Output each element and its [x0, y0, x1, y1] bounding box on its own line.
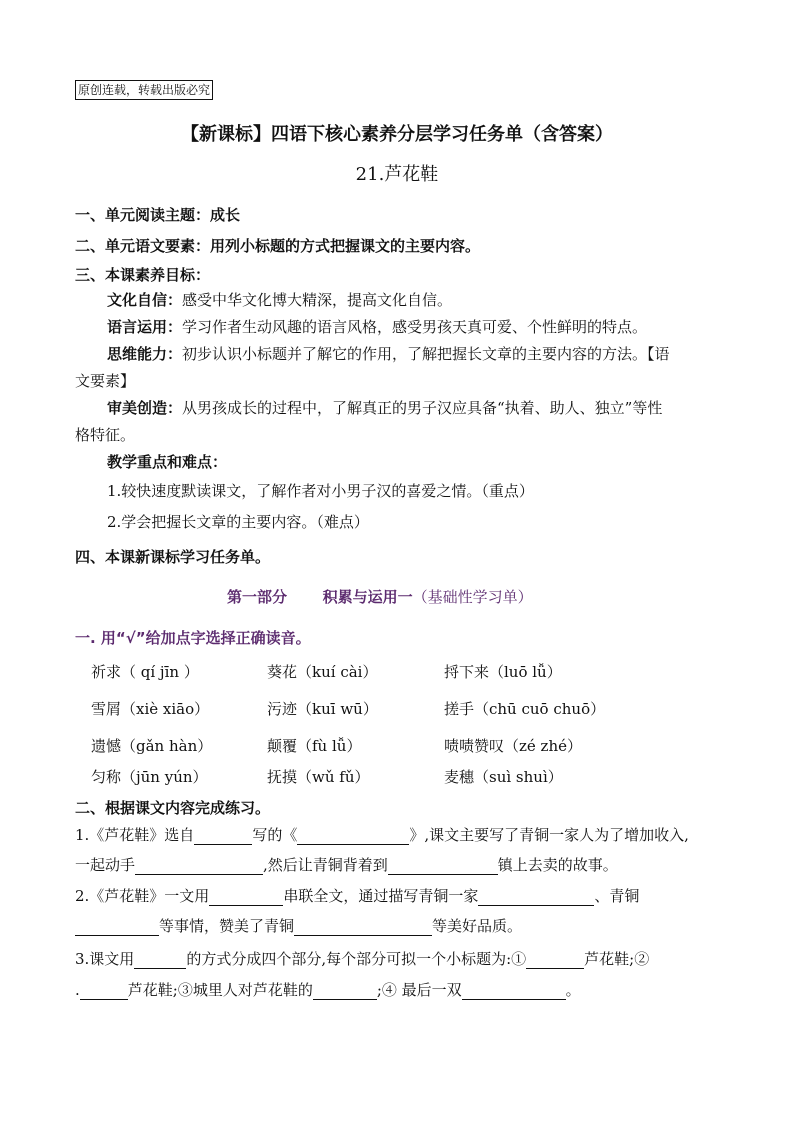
q2-text: 3.课文用	[75, 950, 135, 968]
goal-thinking-text: 初步认识小标题并了解它的作用，了解把握长文章的主要内容的方法。【语	[182, 345, 670, 363]
q2-line-6	[75, 980, 581, 1000]
q1-item: 污迹（kuī wū）	[267, 700, 378, 718]
q2-line-2	[75, 855, 618, 875]
q2-text: 写的《	[252, 826, 298, 844]
q1-item: 啧啧赞叹（zé zhé）	[444, 737, 582, 755]
q2-text: 串联全文，通过描写青铜一家	[283, 887, 479, 905]
q2-text: 1.《芦花鞋》选自	[75, 826, 195, 844]
focus-item-1: 1.较快速度默读课文，了解作者对小男子汉的喜爱之情。（重点）	[107, 482, 534, 500]
q1-item: 捋下来（luō lǚ）	[444, 663, 562, 681]
q2-line-5	[75, 949, 649, 969]
q2-line-1	[75, 825, 689, 845]
q2-text: ,然后让青铜背着到	[263, 856, 388, 874]
q1-item: 雪屑（xiè xiāo）	[91, 700, 210, 718]
answer-blank[interactable]	[478, 889, 594, 906]
part-name: 积累与运用一	[322, 588, 413, 606]
q2-text: 、青铜	[594, 887, 640, 905]
q1-item: 葵花（kuí cài）	[267, 663, 378, 681]
goal-thinking-cont: 文要素】	[75, 372, 136, 390]
answer-blank[interactable]	[75, 919, 159, 936]
answer-blank[interactable]	[135, 858, 263, 875]
q1-item: 麦穗（suì shuì）	[444, 768, 563, 786]
q2-text: 。	[565, 981, 581, 999]
answer-blank[interactable]	[194, 828, 252, 845]
part-heading	[227, 586, 533, 607]
section-goals: 三、本课素养目标：	[75, 266, 211, 284]
goal-language-label: 语言运用：	[107, 318, 183, 336]
q2-text: 等美好品质。	[432, 917, 523, 935]
goal-thinking	[107, 344, 670, 364]
answer-blank[interactable]	[462, 983, 566, 1000]
goal-aesthetic-label: 审美创造：	[107, 399, 183, 417]
q2-text: 芦花鞋;③城里人对芦花鞋的	[127, 981, 313, 999]
section-task-sheet: 四、本课新课标学习任务单。	[75, 548, 271, 566]
q1-item: 遗憾（gǎn hàn）	[91, 737, 213, 755]
q1-item: 搓手（chū cuō chuō）	[444, 700, 606, 718]
answer-blank[interactable]	[388, 858, 498, 875]
goal-culture-text: 感受中华文化博大精深，提高文化自信。	[182, 291, 453, 309]
q2-text: .	[75, 981, 80, 999]
q2-line-4	[75, 916, 522, 936]
document-title: 【新课标】四语下核心素养分层学习任务单（含答案）	[181, 124, 613, 145]
section-reading-theme: 一、单元阅读主题：成长	[75, 206, 241, 224]
goal-culture	[107, 290, 452, 310]
answer-blank[interactable]	[526, 952, 584, 969]
focus-heading: 教学重点和难点：	[107, 453, 228, 471]
q1-item: 祈求（ qí jīn ）	[91, 663, 199, 681]
goal-aesthetic-cont: 格特征。	[75, 426, 136, 444]
q2-text: 一起动手	[75, 856, 136, 874]
lesson-title: 21.芦花鞋	[355, 164, 439, 185]
copyright-stamp: 原创连载，转载出版必究	[75, 80, 213, 100]
q2-text: 的方式分成四个部分,每个部分可拟一个小标题为:①	[186, 950, 527, 968]
q2-text: 》,课文主要写了青铜一家人为了增加收入,	[409, 826, 689, 844]
answer-blank[interactable]	[134, 952, 186, 969]
goal-language-text: 学习作者生动风趣的语言风格，感受男孩天真可爱、个性鲜明的特点。	[182, 318, 648, 336]
answer-blank[interactable]	[297, 828, 409, 845]
focus-item-2: 2.学会把握长文章的主要内容。（难点）	[107, 513, 369, 531]
answer-blank[interactable]	[294, 919, 432, 936]
q2-line-3	[75, 886, 639, 906]
answer-blank[interactable]	[313, 983, 377, 1000]
q1-heading: 一. 用“√”给加点字选择正确读音。	[75, 629, 311, 647]
answer-blank[interactable]	[80, 983, 128, 1000]
section-language-element: 二、单元语文要素：用列小标题的方式把握课文的主要内容。	[75, 237, 481, 255]
q1-item: 颠覆（fù lǚ）	[267, 737, 362, 755]
q2-text: ;④ 最后一双	[376, 981, 462, 999]
q2-text: 等事情，赞美了青铜	[159, 917, 295, 935]
q2-text: 2.《芦花鞋》一文用	[75, 887, 210, 905]
goal-aesthetic	[107, 398, 662, 418]
answer-blank[interactable]	[209, 889, 283, 906]
goal-language	[107, 317, 647, 337]
part-note: （基础性学习单）	[412, 588, 533, 606]
goal-thinking-label: 思维能力：	[107, 345, 183, 363]
q1-item: 匀称（jūn yún）	[91, 768, 208, 786]
goal-aesthetic-text: 从男孩成长的过程中，了解真正的男子汉应具备“执着、助人、独立”等性	[182, 399, 663, 417]
q2-heading: 二、根据课文内容完成练习。	[75, 799, 271, 817]
goal-culture-label: 文化自信：	[107, 291, 183, 309]
q2-text: 镇上去卖的故事。	[497, 856, 618, 874]
q1-item: 抚摸（wǔ fǔ）	[267, 768, 370, 786]
q2-text: 芦花鞋;②	[584, 950, 650, 968]
part-label: 第一部分	[227, 588, 288, 606]
